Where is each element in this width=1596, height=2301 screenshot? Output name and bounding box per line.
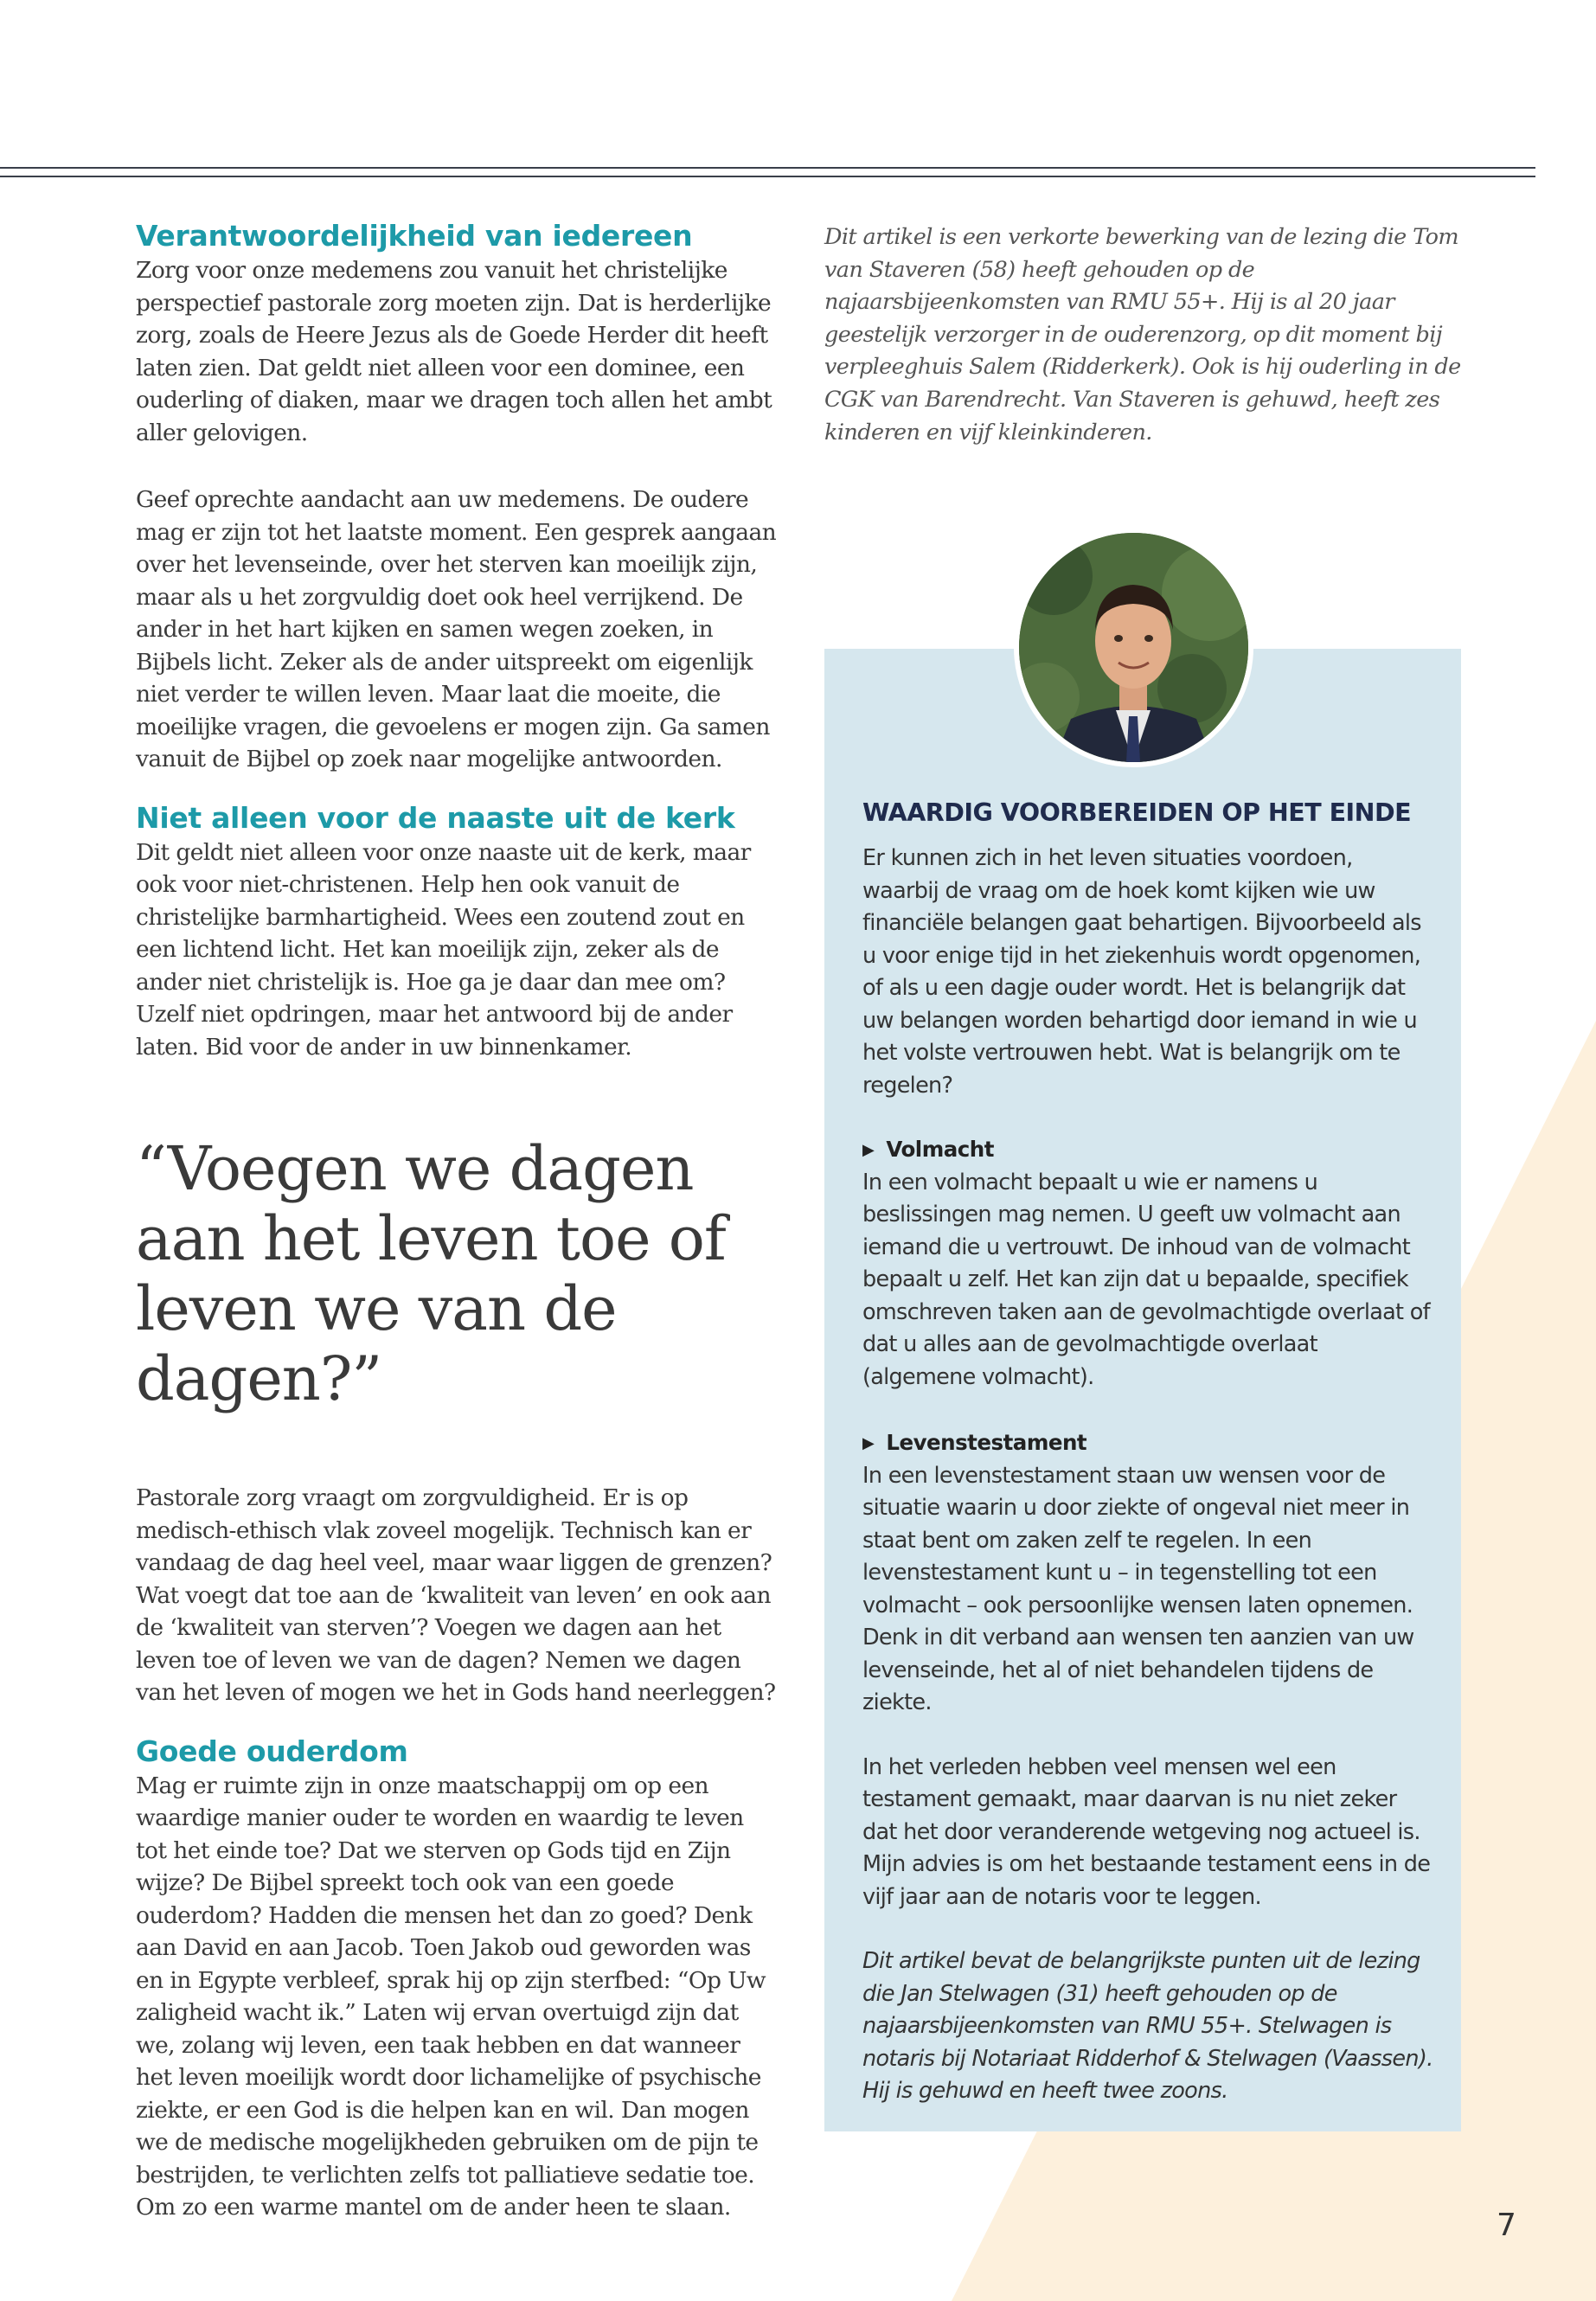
page-number: 7	[1497, 2208, 1516, 2243]
box-title: WAARDIG VOORBEREIDEN OP HET EINDE	[862, 798, 1412, 827]
triangle-bullet-icon: ▶	[862, 1141, 875, 1159]
box-paragraph: In een volmacht bepaalt u wie er namens u beslissingen mag nemen. U geeft uw volmacht aan iemand die u vertrouwt. De inhoud van de volmacht bepaalt u zelf. Het kan zijn dat u bepaalde, specifiek omschreven taken aan de gevolmachtigde overlaat of dat u alles aan de gevolmachtigde overlaat (algemene volmacht).	[862, 1169, 1430, 1390]
box-paragraph: In het verleden hebben veel mensen wel een testament gemaakt, maar daarvan is nu niet zeker dat het door veranderende wetgeving nog actueel is. Mijn advies is om het bestaande testament eens in de vijf jaar aan de notaris voor te leggen.	[862, 1753, 1431, 1910]
paragraph: Dit geldt niet alleen voor onze naaste uit de kerk, maar ook voor niet-christenen. Help hen ook vanuit de christelijke barmhartigheid. Wees een zoutend zout en een lichtend licht. Het kan moeilijk zijn, zeker als de ander niet christelijk is. Hoe ga je daar dan mee om? Uzelf niet opdringen, maar het antwoord bij de ander laten. Bid voor de ander in uw binnenkamer.	[136, 838, 751, 1061]
info-box-content	[862, 796, 1433, 2108]
box-paragraph: Er kunnen zich in het leven situaties voordoen, waarbij de vraag om de hoek komt kijken wie uw financiële belangen gaat behartigen. Bijvoorbeeld als u voor enige tijd in het ziekenhuis wordt opgenomen, of als u een dagje ouder wordt. Het is belangrijk dat uw belangen worden behartigd door iemand in wie u het volste vertrouwen hebt. Wat is belangrijk om te regelen?	[862, 845, 1421, 1099]
box-subheading-levenstestament: ▶ Levenstestament	[862, 1430, 1087, 1455]
top-rule	[0, 167, 1535, 169]
triangle-bullet-icon: ▶	[862, 1434, 875, 1452]
top-rule	[0, 176, 1535, 177]
box-paragraph: In een levenstestament staan uw wensen voor de situatie waarin u door ziekte of ongeval niet meer in staat bent om zaken zelf te regelen. In een levenstestament kunt u – in tegenstelling tot een volmacht – ook persoonlijke wensen laten opnemen. Denk in dit verband aan wensen ten aanzien van uw levenseinde, het al of niet behandelen tijdens de ziekte.	[862, 1462, 1414, 1715]
pull-quote: “Voegen we dagen aan het leven toe of leven we van de dagen?”	[136, 1133, 726, 1414]
paragraph: Geef oprechte aandacht aan uw medemens. De oudere mag er zijn tot het laatste moment. Een gesprek aangaan over het levenseinde, over het sterven kan moeilijk zijn, maar als u het zorgvuldig doet ook heel verrijkend. De ander in het hart kijken en samen wegen zoeken, in Bijbels licht. Zeker als de ander uitspreekt om eigenlijk niet verder te willen leven. Maar laat die moeite, die moeilijke vragen, die gevoelens er mogen zijn. Ga samen vanuit de Bijbel op zoek naar mogelijke antwoorden.	[136, 486, 777, 772]
section-heading: Niet alleen voor de naaste uit de kerk	[136, 800, 735, 835]
paragraph: Zorg voor onze medemens zou vanuit het christelijke perspectief pastorale zorg moeten zijn. Dat is herderlijke zorg, zoals de Heere Jezus als de Goede Herder dit heeft laten zien. Dat geldt niet alleen voor een dominee, een ouderling of diaken, maar we dragen toch allen het ambt aller gelovigen.	[136, 257, 772, 446]
paragraph: Mag er ruimte zijn in onze maatschappij om op een waardige manier ouder te worden en waardig te leven tot het einde toe? Dat we sterven op Gods tijd en Zijn wijze? De Bijbel spreekt toch ook van een goede ouderdom? Hadden die mensen het dan zo goed? Denk aan David en aan Jacob. Toen Jakob oud geworden was en in Egypte verbleef, sprak hij op zijn sterfbed: “Op Uw zaligheid wacht ik.” Laten wij ervan overtuigd zijn dat we, zolang wij leven, een taak hebben en dat wanneer het leven moeilijk wordt door lichamelijke of psychische ziekte, er een God is die helpen kan en wil. Dan mogen we de medische mogelijkheden gebruiken om de pijn te bestrijden, te verlichten zelfs tot palliatieve sedatie toe. Om zo een warme mantel om de ander heen te slaan.	[136, 1772, 766, 2221]
section-heading: Verantwoordelijkheid van iedereen	[136, 219, 693, 253]
paragraph: Pastorale zorg vraagt om zorgvuldigheid. Er is op medisch-ethisch vlak zoveel mogelijk. Technisch kan er vandaag de dag heel veel, maar waar liggen de grenzen? Wat voegt dat toe aan de ‘kwaliteit van leven’ en ook aan de ‘kwaliteit van sterven’? Voegen we dagen aan het leven toe of leven we van de dagen? Nemen we dagen van het leven of mogen we het in Gods hand neerleggen?	[136, 1484, 776, 1706]
author-bio: Dit artikel is een verkorte bewerking van de lezing die Tom van Staveren (58) heeft gehouden op de najaarsbijeenkomsten van RMU 55+. Hij is al 20 jaar geestelijk verzorger in de ouderenzorg, op dit moment bij verpleeghuis Salem (Ridderkerk). Ook is hij ouderling in de CGK van Barendrecht. Van Staveren is gehuwd, heeft zes kinderen en vijf kleinkinderen.	[824, 224, 1461, 445]
box-author-bio: Dit artikel bevat de belangrijkste punten uit de lezing die Jan Stelwagen (31) heeft gehouden op de najaarsbijeenkomsten van RMU 55+. Stelwagen is notaris bij Notariaat Ridderhof & Stelwagen (Vaassen). Hij is gehuwd en heeft twee zoons.	[862, 1948, 1433, 2104]
box-subheading-volmacht: ▶ Volmacht	[862, 1137, 994, 1162]
portrait-photo	[1014, 528, 1253, 767]
left-column	[136, 218, 780, 2224]
section-heading: Goede ouderdom	[136, 1734, 408, 1768]
